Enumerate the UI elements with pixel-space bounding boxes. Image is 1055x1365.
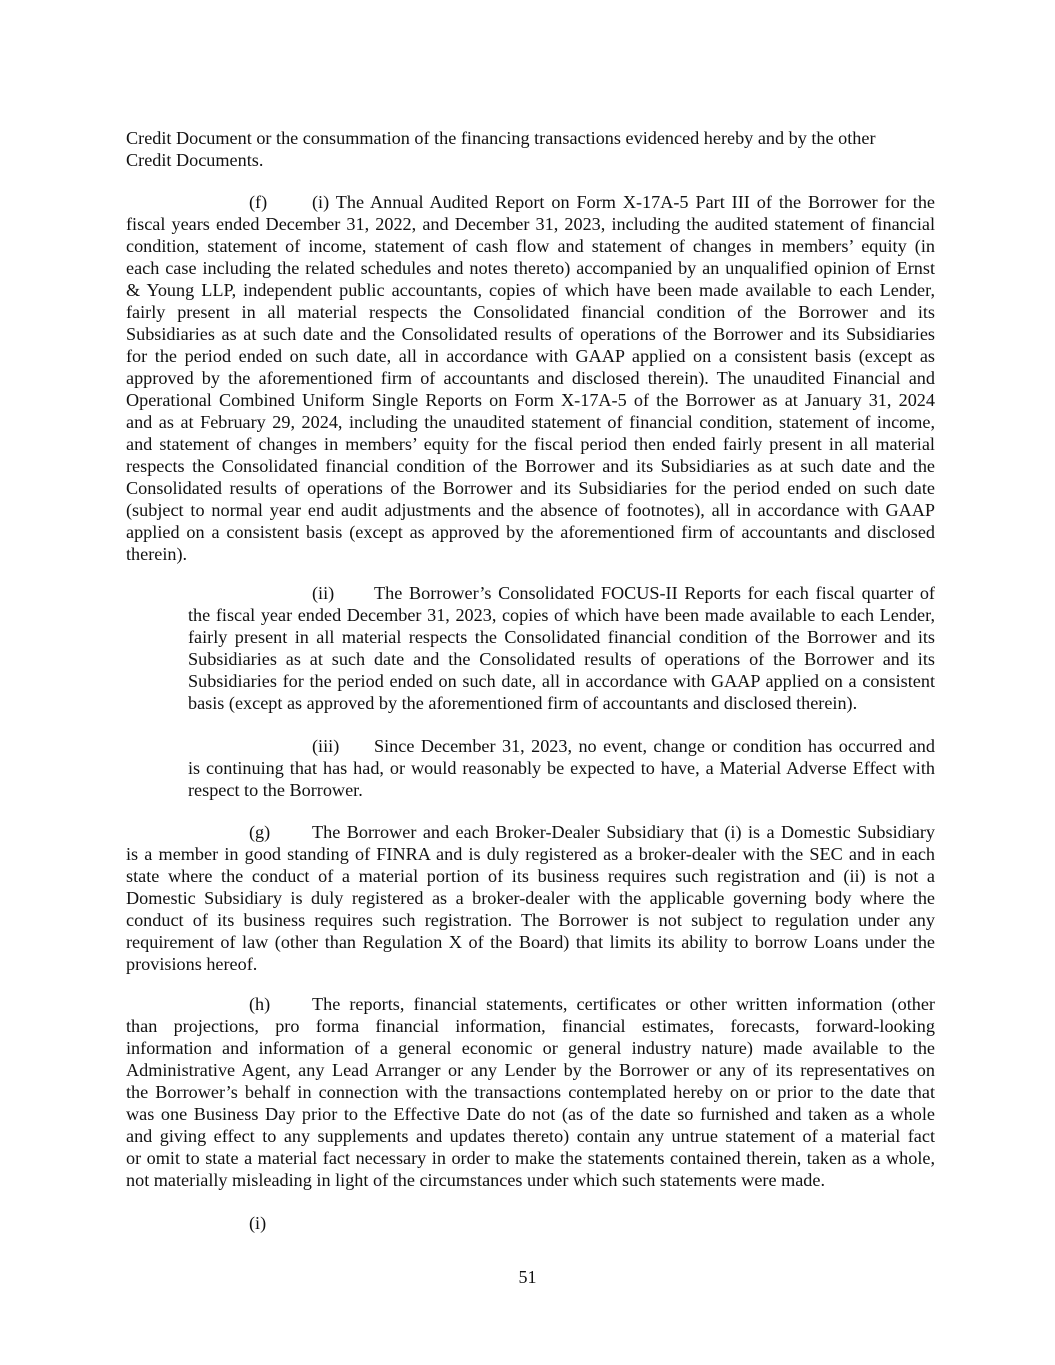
- text-line: Subsidiaries as at such date and the Consolidated results of operations of the Borrower and its Subsidiaries: [126, 324, 935, 344]
- text-line: state where the conduct of a material portion of its business requires such registration and (ii) is not a: [126, 866, 935, 886]
- text-line: is a member in good standing of FINRA and is duly registered as a broker-dealer with the SEC and in each: [126, 844, 935, 864]
- text-line: for the period ended on such date, all in accordance with GAAP applied on a consistent basis (except as: [126, 346, 935, 366]
- section-label: (h): [249, 994, 271, 1014]
- text-line: conduct of its business requires such registration. The Borrower is not subject to regulation under any: [126, 910, 935, 930]
- text-line: the Borrower’s behalf in connection with the transactions contemplated hereby on or prior to the date that: [126, 1082, 935, 1102]
- text-line: the fiscal year ended December 31, 2023, copies of which have been made available to each Lender,: [188, 605, 935, 625]
- text-line: (subject to normal year end audit adjustments and the absence of footnotes), all in accordance with GAAP: [126, 500, 935, 520]
- section-label: (ii): [312, 583, 335, 603]
- text-line: respects the Consolidated financial condition of the Borrower and its Subsidiaries as at such date and the: [126, 456, 935, 476]
- section-label: (f): [249, 192, 268, 212]
- section-label: (iii): [312, 736, 340, 756]
- text-line: basis (except as approved by the aforementioned firm of accountants and disclosed therein).: [188, 693, 858, 713]
- section-label: (g): [249, 822, 271, 842]
- section-label: (i): [249, 1213, 267, 1233]
- text-line: Credit Document or the consummation of the financing transactions evidenced hereby and by the other: [126, 128, 876, 148]
- text-line: applied on a consistent basis (except as approved by the aforementioned firm of accountants and disclosed: [126, 522, 935, 542]
- page-number: 51: [518, 1267, 537, 1287]
- text-line: approved by the aforementioned firm of accountants and disclosed therein). The unaudited Financial and: [126, 368, 935, 388]
- text-line: provisions hereof.: [126, 954, 258, 974]
- text-line: The reports, financial statements, certificates or other written information (other: [312, 994, 935, 1014]
- text-line: Consolidated results of operations of the Borrower and its Subsidiaries for the period ended on such date: [126, 478, 935, 498]
- text-line: Subsidiaries as at such date and the Consolidated results of operations of the Borrower and its: [188, 649, 935, 669]
- text-line: Domestic Subsidiary is duly registered as a broker-dealer with the applicable governing body where the: [126, 888, 935, 908]
- text-line: fairly present in all material respects the Consolidated financial condition of the Borrower and its: [188, 627, 935, 647]
- text-line: Administrative Agent, any Lead Arranger or any Lender by the Borrower or any of its representatives on: [126, 1060, 935, 1080]
- text-line: therein).: [126, 544, 188, 564]
- text-line: and statement of changes in members’ equity for the fiscal period then ended fairly present in all material: [126, 434, 935, 454]
- text-line: or omit to state a material fact necessary in order to make the statements contained therein, taken as a whole,: [126, 1148, 935, 1168]
- text-line: not materially misleading in light of the circumstances under which such statements were made.: [126, 1170, 826, 1190]
- text-line: Credit Documents.: [126, 150, 264, 170]
- text-line: condition, statement of income, statement of cash flow and statement of changes in members’ equity (in: [126, 236, 935, 256]
- text-line: and giving effect to any supplements and updates thereto) contain any untrue statement of a material fact: [126, 1126, 935, 1146]
- text-line: is continuing that has had, or would reasonably be expected to have, a Material Adverse Effect with: [188, 758, 935, 778]
- text-line: The Borrower’s Consolidated FOCUS-II Reports for each fiscal quarter of: [374, 583, 935, 603]
- text-line: Operational Combined Uniform Single Reports on Form X-17A-5 of the Borrower as at January 31, 2024: [126, 390, 935, 410]
- text-line: Since December 31, 2023, no event, change or condition has occurred and: [374, 736, 935, 756]
- text-line: fairly present in all material respects the Consolidated financial condition of the Borrower and its: [126, 302, 935, 322]
- text-line: requirement of law (other than Regulation X of the Board) that limits its ability to borrow Loans under the: [126, 932, 935, 952]
- text-line: respect to the Borrower.: [188, 780, 363, 800]
- text-line: than projections, pro forma financial information, financial estimates, forecasts, forward-looking: [126, 1016, 935, 1036]
- text-line: each case including the related schedules and notes thereto) accompanied by an unqualified opinion of Ernst: [126, 258, 935, 278]
- text-line: The Borrower and each Broker-Dealer Subsidiary that (i) is a Domestic Subsidiary: [312, 822, 935, 842]
- text-line: was one Business Day prior to the Effective Date do not (as of the date so furnished and taken as a whole: [126, 1104, 935, 1124]
- text-line: (i) The Annual Audited Report on Form X-17A-5 Part III of the Borrower for the: [312, 192, 935, 212]
- text-line: Subsidiaries for the period ended on such date, all in accordance with GAAP applied on a consistent: [188, 671, 935, 691]
- text-line: information and information of a general economic or general industry nature) made available to the: [126, 1038, 935, 1058]
- text-line: & Young LLP, independent public accountants, copies of which have been made available to each Lender,: [126, 280, 935, 300]
- text-line: and as at February 29, 2024, including the unaudited statement of financial condition, statement of income,: [126, 412, 935, 432]
- text-line: fiscal years ended December 31, 2022, and December 31, 2023, including the audited statement of financial: [126, 214, 935, 234]
